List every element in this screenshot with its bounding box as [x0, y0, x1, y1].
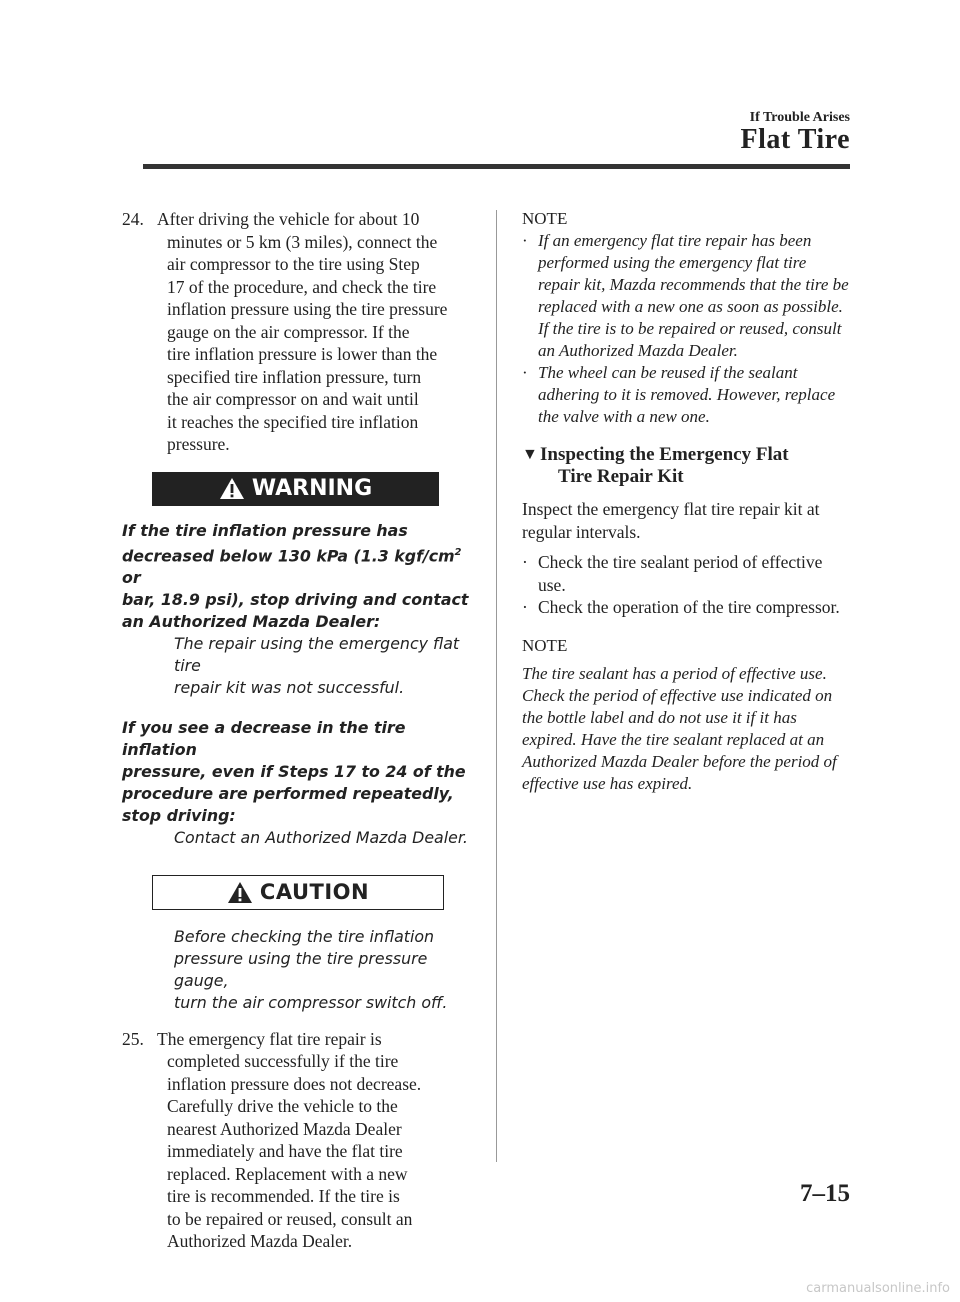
- step-24-cont: [122, 231, 478, 456]
- header-section: If Trouble Arises: [749, 110, 850, 125]
- page-number: 7–15: [800, 1180, 850, 1207]
- step-line: 17 of the procedure, and check the tire: [167, 276, 437, 297]
- caution-line: Before checking the tire inflation: [174, 926, 435, 946]
- step-line: immediately and have the flat tire: [167, 1141, 403, 1162]
- step-line: Carefully drive the vehicle to the: [167, 1096, 398, 1117]
- right-column: [522, 208, 852, 795]
- list-item-text: Check the operation of the tire compressor.: [538, 597, 840, 617]
- caution-line: turn the air compressor switch off.: [174, 992, 448, 1012]
- step-line: pressure.: [167, 434, 230, 454]
- warning-triangle-icon: [219, 477, 245, 500]
- note-item: [522, 230, 852, 362]
- step-24: [122, 208, 478, 231]
- watermark: carmanualsonline.info: [806, 1281, 950, 1296]
- caution-text: [122, 926, 478, 1014]
- note-title: NOTE: [522, 635, 568, 655]
- bullet-dot-icon: ·: [522, 597, 528, 617]
- warning-text: decreased below 130 kPa (1.3 kgf/cm: [122, 545, 455, 565]
- left-column: [122, 208, 478, 1253]
- step-line: it reaches the specified tire inflation: [167, 411, 419, 432]
- note-item: [522, 362, 852, 428]
- list-item-text: Check the tire sealant period of effective use.: [538, 552, 823, 595]
- step-25-cont: [122, 1050, 478, 1253]
- caution-label: CAUTION: [259, 880, 370, 905]
- warning-line: stop driving:: [122, 805, 236, 825]
- warning-line: The repair using the emergency flat tire: [174, 633, 460, 675]
- warning-line: bar, 18.9 psi), stop driving and contact: [122, 589, 469, 609]
- step-line: the air compressor on and wait until: [167, 389, 419, 409]
- step-line: Authorized Mazda Dealer.: [167, 1231, 353, 1252]
- step-line: minutes or 5 km (3 miles), connect the: [167, 231, 438, 252]
- list-item: [522, 596, 852, 619]
- step-25: [122, 1028, 478, 1051]
- step-line: specified tire inflation pressure, turn: [167, 366, 422, 387]
- warning-line: an Authorized Mazda Dealer:: [122, 611, 381, 631]
- step-text: [157, 1028, 478, 1051]
- caution-banner: [152, 875, 444, 910]
- triangle-down-icon: ▼: [522, 446, 538, 463]
- column-divider: [496, 210, 497, 1162]
- step-number: 25.: [122, 1028, 144, 1049]
- step-line: inflation pressure using the tire pressure: [167, 299, 448, 319]
- step-number: 24.: [122, 209, 144, 229]
- superscript: 2: [454, 546, 462, 558]
- bullet-dot-icon: ·: [522, 552, 528, 572]
- note-title: NOTE: [522, 209, 568, 228]
- warning-label: WARNING: [251, 476, 373, 501]
- step-line: to be repaired or reused, consult an: [167, 1208, 413, 1229]
- warning-result-2: Contact an Authorized Mazda Dealer.: [174, 827, 468, 847]
- step-line: inflation pressure does not decrease.: [167, 1073, 422, 1094]
- warning-text: or: [122, 567, 141, 587]
- note-text: If an emergency flat tire repair has been performed using the emergency flat tire repair kit, Mazda recommends that the tire be replaced with a new one as soon as possible. If the tire is to be repaired or reused, consult an Authorized Mazda Dealer.: [538, 231, 849, 360]
- caution-line: pressure using the tire pressure gauge,: [174, 948, 428, 990]
- section-intro: Inspect the emergency flat tire repair kit at regular intervals.: [522, 499, 820, 542]
- note-body: The tire sealant has a period of effective use. Check the period of effective use indicated on the bottle label and do not use it if it has expired. Have the tire sealant replaced at an Authorized Mazda Dealer before the period of effective use has expired.: [522, 663, 837, 793]
- step-line: tire inflation pressure is lower than the: [167, 344, 438, 364]
- note-text: The wheel can be reused if the sealant adhering to it is removed. However, replace the valve with a new one.: [538, 363, 836, 426]
- step-line: completed successfully if the tire: [167, 1051, 399, 1072]
- warning-line: [122, 542, 478, 589]
- section-heading-line: Inspecting the Emergency Flat: [540, 444, 789, 465]
- step-line: gauge on the air compressor. If the: [167, 321, 410, 342]
- warning-line: pressure, even if Steps 17 to 24 of the: [122, 761, 466, 781]
- section-heading-line: Tire Repair Kit: [558, 466, 684, 487]
- bullet-dot-icon: ·: [522, 363, 528, 382]
- step-line: replaced. Replacement with a new: [167, 1163, 408, 1184]
- header-rule: [143, 164, 850, 169]
- warning-line: procedure are performed repeatedly,: [122, 783, 454, 803]
- warning-line: repair kit was not successful.: [174, 677, 405, 697]
- step-line: The emergency flat tire repair is: [157, 1028, 382, 1049]
- step-line: After driving the vehicle for about 10: [157, 209, 420, 229]
- step-line: air compressor to the tire using Step: [167, 254, 420, 274]
- caution-triangle-icon: [227, 881, 253, 904]
- step-line: tire is recommended. If the tire is: [167, 1186, 400, 1207]
- warning-result-1: [122, 633, 478, 699]
- page-title: Flat Tire: [740, 124, 850, 155]
- warning-banner: [152, 472, 439, 506]
- warning-line: If the tire inflation pressure has: [122, 520, 408, 540]
- warning-condition-1: [122, 520, 478, 633]
- step-text: [157, 208, 478, 231]
- warning-condition-2: [122, 717, 478, 827]
- section-heading: [522, 444, 852, 488]
- step-line: nearest Authorized Mazda Dealer: [167, 1118, 402, 1139]
- warning-line: If you see a decrease in the tire inflation: [122, 717, 406, 759]
- list-item: [522, 551, 852, 596]
- bullet-dot-icon: ·: [522, 231, 528, 250]
